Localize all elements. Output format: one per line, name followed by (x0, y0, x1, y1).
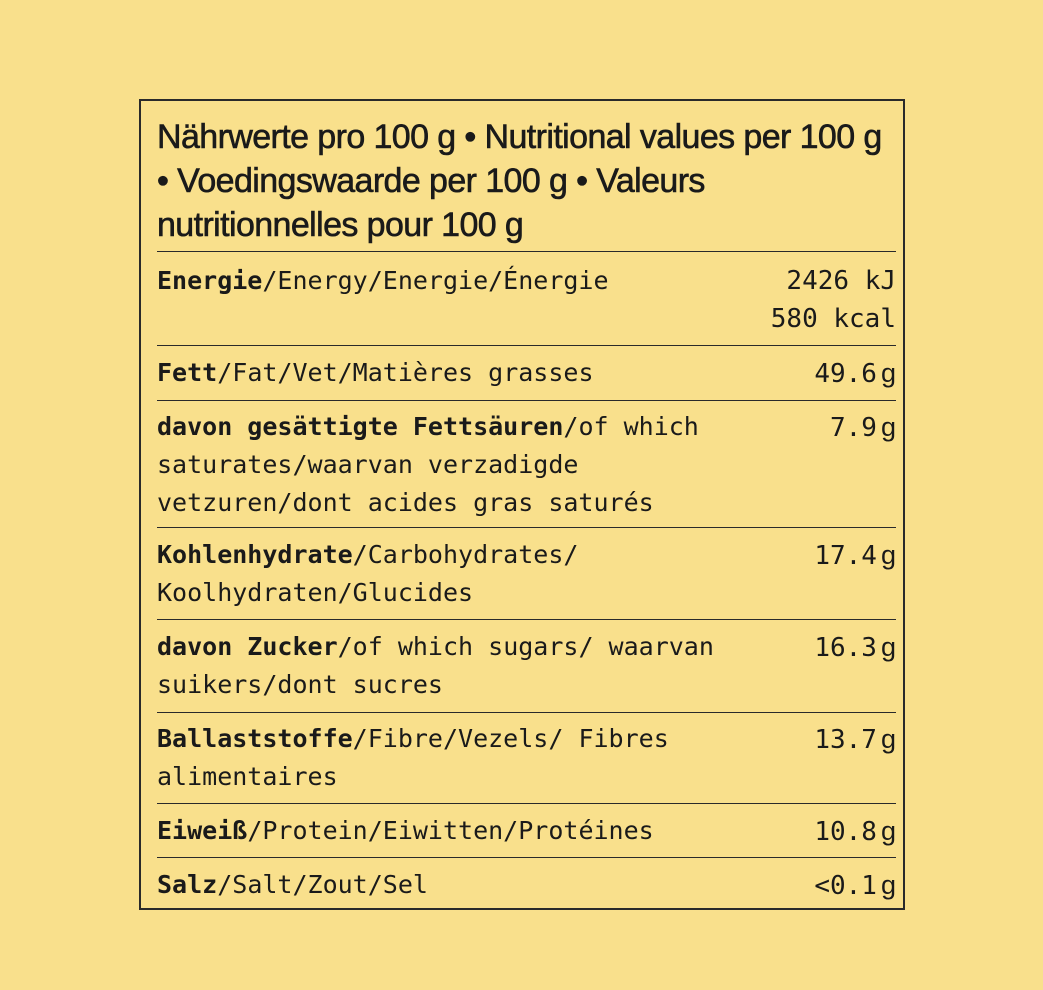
divider (157, 712, 896, 713)
nutrient-amount: 17.4 (814, 541, 877, 571)
divider (157, 803, 896, 804)
nutrition-label (139, 99, 905, 910)
nutrient-name-bold: Energie (157, 266, 263, 295)
nutrient-name-bold: Salz (157, 870, 218, 899)
nutrient-value (814, 866, 896, 905)
nutrient-unit: g (880, 632, 896, 662)
nutrient-unit: g (880, 358, 896, 388)
nutrient-name (157, 354, 777, 392)
nutrient-unit: g (880, 540, 896, 570)
nutrient-amount: 16.3 (814, 633, 877, 663)
divider (157, 619, 896, 620)
nutrient-amount: 10.8 (814, 817, 877, 847)
nutrient-value (814, 536, 896, 575)
nutrient-value (814, 354, 896, 393)
nutrient-value (814, 720, 896, 759)
nutrient-name-bold: Kohlenhydrate (157, 540, 353, 569)
nutrient-unit: g (880, 412, 896, 442)
nutrient-value (830, 408, 896, 447)
nutrient-name-translations: /Fat/Vet/Matières grasses (217, 358, 594, 387)
nutrient-name-translations: /Protein/Eiwitten/Protéines (247, 816, 654, 845)
divider (157, 527, 896, 528)
nutrient-amount: 49.6 (814, 359, 877, 389)
nutrient-name (157, 408, 777, 522)
nutrient-name-translations: /of which sugars/ waarvan suikers/dont sucres (157, 632, 714, 699)
nutrient-name (157, 720, 777, 796)
nutrient-name (157, 628, 777, 704)
nutrient-unit: g (880, 724, 896, 754)
nutrient-amount: <0.1 (814, 871, 877, 901)
nutrient-name (157, 262, 777, 300)
nutrient-unit: g (880, 816, 896, 846)
nutrient-name-bold: Fett (157, 358, 218, 387)
nutrient-name (157, 866, 777, 904)
nutrient-name-translations: /Energy/Energie/Énergie (262, 266, 609, 295)
nutrient-name-bold: Ballaststoffe (157, 724, 353, 753)
nutrient-value (814, 812, 896, 851)
nutrient-name (157, 536, 777, 612)
divider (157, 251, 896, 252)
nutrient-name-translations: /Salt/Zout/Sel (217, 870, 428, 899)
nutrient-name-translations: /Carbohydrates/ Koolhydraten/Glucides (157, 540, 579, 607)
nutrient-amount: 13.7 (814, 725, 877, 755)
nutrition-title: Nährwerte pro 100 g • Nutritional values per 100 g • Voedingswaarde per 100 g • Valeurs nutritionnelles pour 100 g (157, 118, 882, 244)
nutrient-name-translations: /of which saturates/waarvan verzadigde vetzuren/dont acides gras saturés (157, 412, 699, 517)
nutrient-name-bold: Eiweiß (157, 816, 248, 845)
divider (157, 400, 896, 401)
nutrient-name-bold: davon gesättigte Fettsäuren (157, 412, 564, 441)
nutrient-amount: 7.9 (830, 413, 877, 443)
nutrient-unit: g (880, 870, 896, 900)
divider (157, 857, 896, 858)
nutrient-name (157, 812, 777, 850)
nutrient-value (771, 262, 896, 338)
nutrient-amount: 2426 kJ 580 kcal (770, 266, 896, 334)
nutrient-name-translations: /Fibre/Vezels/ Fibres alimentaires (157, 724, 669, 791)
nutrient-value (814, 628, 896, 667)
divider (157, 345, 896, 346)
nutrient-name-bold: davon Zucker (157, 632, 338, 661)
